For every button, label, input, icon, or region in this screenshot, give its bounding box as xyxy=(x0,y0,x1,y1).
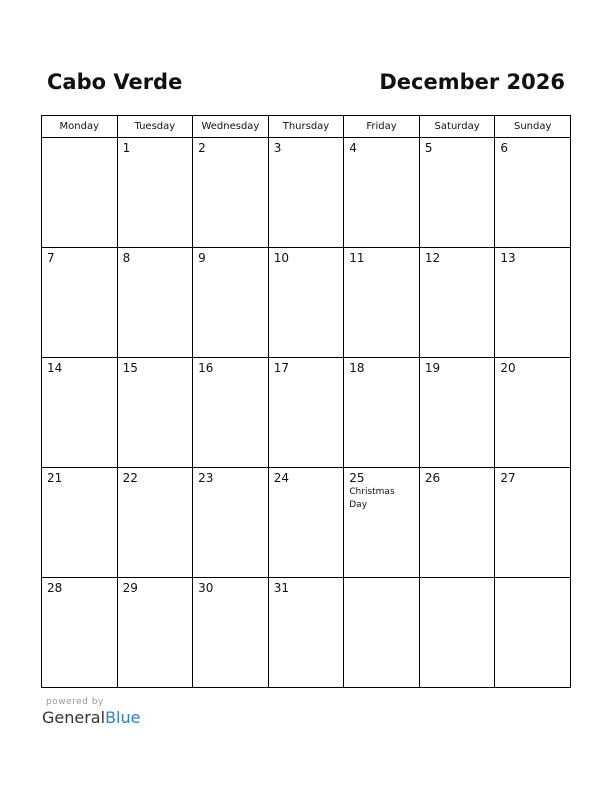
day-number: 10 xyxy=(273,251,289,265)
day-cell xyxy=(268,468,344,578)
day-number: 14 xyxy=(47,361,63,375)
day-cell xyxy=(495,248,571,358)
day-number: 28 xyxy=(47,581,63,595)
day-number: 23 xyxy=(198,471,214,485)
day-number: 21 xyxy=(47,471,63,485)
generalblue-logo[interactable] xyxy=(42,708,140,727)
weekday-thursday: Thursday xyxy=(268,116,344,138)
day-cell xyxy=(419,578,495,688)
day-number: 12 xyxy=(424,251,441,265)
day-number: 1 xyxy=(122,141,131,155)
weekday-friday: Friday xyxy=(344,116,420,138)
country-title: Cabo Verde xyxy=(47,70,183,94)
day-number: 20 xyxy=(500,361,516,375)
day-cell xyxy=(495,358,571,468)
day-cell xyxy=(344,138,420,248)
day-cell xyxy=(419,248,495,358)
day-cell xyxy=(193,248,269,358)
day-number: 27 xyxy=(500,471,516,485)
day-cell xyxy=(193,358,269,468)
day-cell xyxy=(117,138,193,248)
day-cell xyxy=(344,578,420,688)
day-cell xyxy=(117,578,193,688)
day-number: 24 xyxy=(273,471,289,485)
day-number: 7 xyxy=(47,251,55,265)
day-cell xyxy=(268,578,344,688)
day-number: 9 xyxy=(198,251,206,265)
day-cell xyxy=(42,468,118,578)
day-number: 17 xyxy=(273,361,289,375)
month-title: December 2026 xyxy=(379,70,565,94)
day-cell xyxy=(117,358,193,468)
holiday-label: Christmas Day xyxy=(349,487,395,510)
day-cell xyxy=(193,468,269,578)
day-number: 13 xyxy=(500,251,516,265)
week-row xyxy=(42,358,571,468)
day-cell xyxy=(268,138,344,248)
day-cell xyxy=(117,468,193,578)
day-cell xyxy=(42,578,118,688)
day-number: 5 xyxy=(424,141,433,155)
day-cell xyxy=(419,468,495,578)
day-cell xyxy=(42,248,118,358)
day-number: 16 xyxy=(198,361,214,375)
day-number: 15 xyxy=(122,361,138,375)
day-number: 25 xyxy=(349,471,365,485)
week-row xyxy=(42,578,571,688)
weekday-tuesday: Tuesday xyxy=(117,116,193,138)
day-number: 31 xyxy=(273,581,289,595)
day-number: 4 xyxy=(349,141,357,155)
day-cell xyxy=(42,358,118,468)
week-row xyxy=(42,138,571,248)
week-row xyxy=(42,468,571,578)
day-number: 6 xyxy=(500,141,509,155)
day-number: 22 xyxy=(122,471,138,485)
day-cell-holiday xyxy=(344,468,420,578)
day-cell xyxy=(419,358,495,468)
day-cell xyxy=(495,468,571,578)
day-number: 11 xyxy=(349,251,365,265)
weekday-sunday: Sunday xyxy=(495,116,571,138)
day-number: 2 xyxy=(198,141,206,155)
brand-general: General xyxy=(42,708,106,727)
day-cell xyxy=(495,138,571,248)
day-number: 3 xyxy=(273,141,282,155)
day-cell xyxy=(495,578,571,688)
day-cell xyxy=(344,358,420,468)
day-cell xyxy=(268,358,344,468)
week-row xyxy=(42,248,571,358)
day-cell xyxy=(193,138,269,248)
day-cell xyxy=(193,578,269,688)
day-number: 18 xyxy=(349,361,365,375)
weekday-header-row xyxy=(42,116,571,138)
weekday-wednesday: Wednesday xyxy=(193,116,269,138)
calendar-grid xyxy=(41,115,571,688)
day-cell xyxy=(419,138,495,248)
day-number: 19 xyxy=(424,361,441,375)
day-cell xyxy=(344,248,420,358)
weekday-saturday: Saturday xyxy=(419,116,495,138)
day-cell xyxy=(117,248,193,358)
powered-by-label: powered by xyxy=(46,697,104,707)
day-cell xyxy=(42,138,118,248)
weekday-monday: Monday xyxy=(42,116,118,138)
brand-blue: Blue xyxy=(105,708,141,727)
day-number: 26 xyxy=(424,471,441,485)
day-number: 29 xyxy=(122,581,138,595)
day-number: 8 xyxy=(122,251,131,265)
day-number: 30 xyxy=(198,581,214,595)
day-cell xyxy=(268,248,344,358)
